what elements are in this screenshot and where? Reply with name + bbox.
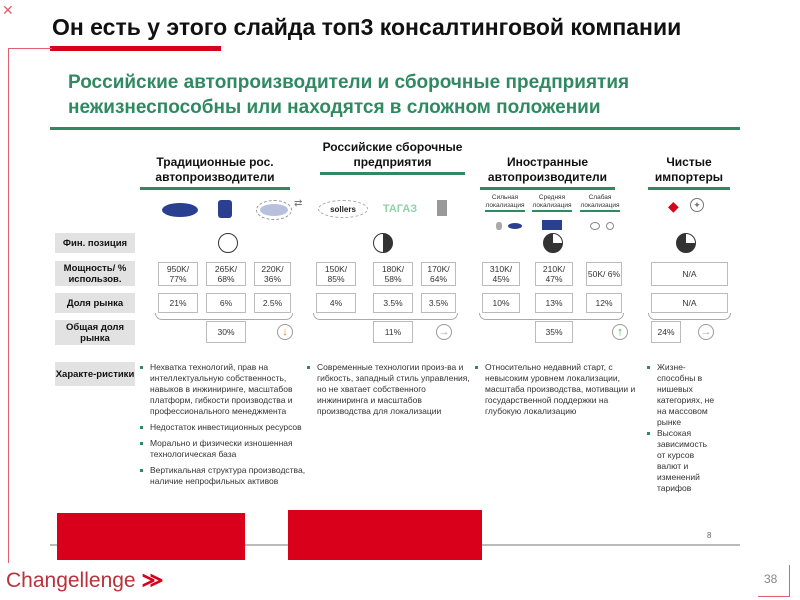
column-header: Иностранные автопроизводители (480, 155, 615, 190)
harvey-ball-half (373, 233, 393, 253)
column-header: Традиционные рос. автопроизводители (140, 155, 290, 190)
capacity-cell: 180K/ 58% (373, 262, 413, 286)
row-label: Фин. позиция (55, 233, 135, 253)
frame-line (758, 596, 790, 597)
capacity-cell: 170K/ 64% (421, 262, 456, 286)
ford-logo (508, 223, 522, 229)
lada-logo (162, 203, 198, 217)
brand-name: Changellenge (6, 569, 136, 592)
tagaz-logo: ТАГАЗ (382, 203, 418, 215)
toyota-logo (590, 222, 600, 230)
list-item: Морально и физически изношенная технологическая база (138, 438, 310, 460)
renault-logo (496, 222, 502, 230)
exchange-arrows-icon: ⇄ (294, 198, 303, 209)
column-header: Российские сборочные предприятия (320, 140, 465, 175)
brace (648, 313, 731, 320)
arrow-right-icon: → (698, 324, 714, 340)
share-cell: 13% (535, 293, 573, 313)
list-item: Высокая зависимость от курсов валют и изменений тарифов (645, 428, 717, 494)
brace (155, 313, 293, 320)
list-item: Недостаток инвестиционных ресурсов (138, 422, 310, 433)
capacity-cell: 265K/ 68% (206, 262, 246, 286)
subheader: Средняя локализация (532, 194, 572, 212)
row-label: Мощность/ % использов. (55, 261, 135, 286)
capacity-cell: 950K/ 77% (158, 262, 198, 286)
mitsubishi-logo: ◆ (668, 198, 679, 214)
capacity-cell: 150K/ 85% (316, 262, 356, 286)
divider (50, 127, 740, 130)
arrow-right-icon: → (436, 324, 452, 340)
subheader: Слабая локализация (580, 194, 620, 212)
gaz-logo (218, 200, 232, 218)
share-cell: 21% (158, 293, 198, 313)
capacity-cell: 220K/ 36% (254, 262, 291, 286)
list-item: Вертикальная структура производства, наличие непрофильных активов (138, 465, 310, 487)
capacity-cell: N/A (651, 262, 728, 286)
redaction-box (288, 510, 482, 560)
heading-line: нежизнеспособны или находятся в сложном положении (68, 97, 601, 118)
share-cell: 6% (206, 293, 246, 313)
frame-line (8, 48, 52, 49)
harvey-ball-three-quarter (676, 233, 696, 253)
total-share-cell: 35% (535, 321, 573, 343)
capacity-cell: 50K/ 6% (586, 262, 622, 286)
slide-title: Он есть у этого слайда топ3 консалтинговой компании (52, 14, 682, 40)
inner-page-number: 8 (707, 531, 712, 540)
share-cell: 10% (482, 293, 520, 313)
total-share-cell: 24% (651, 321, 681, 343)
arrow-down-icon: ↓ (277, 324, 293, 340)
share-cell: 12% (586, 293, 622, 313)
arrow-up-icon: ↑ (612, 324, 628, 340)
plant-logo (437, 200, 447, 216)
mercedes-logo: ✦ (690, 198, 704, 212)
brace (313, 313, 458, 320)
characteristics-list (473, 362, 638, 422)
list-item: Относительно недавний старт, с невысоким уровнем локализации, масштаба производства, мотивации и государственной поддержки на глубокую локализацию (473, 362, 638, 417)
redaction-box (57, 513, 245, 560)
slide-heading (68, 70, 629, 120)
close-icon: ✕ (2, 2, 14, 18)
subheader: Сильная локализация (485, 194, 525, 212)
frame-line (789, 565, 790, 597)
capacity-cell: 310K/ 45% (482, 262, 520, 286)
total-share-cell: 30% (206, 321, 246, 343)
list-item: Жизне-способны в нишевых категориях, не на массовом рынке (645, 362, 717, 428)
sollers-logo: sollers (318, 200, 368, 218)
title-underline (50, 46, 221, 51)
list-item: Современные технологии произ-ва и гибкость, западный стиль управления, но не хватает собственного инжиниринга и масштабов производства для локализации (305, 362, 470, 417)
nissan-logo (606, 222, 614, 230)
share-cell: 2.5% (254, 293, 291, 313)
list-item: Нехватка технологий, прав на интеллектуальную собственность, навыков в инжиниринге, масштабов платформ, гибкости производства и профессионального менеджмента (138, 362, 310, 417)
brand-logos (542, 220, 562, 230)
share-cell: 3.5% (421, 293, 456, 313)
brace (479, 313, 624, 320)
frame-line (8, 48, 9, 563)
row-label: Общая доля рынка (55, 320, 135, 345)
share-cell: 3.5% (373, 293, 413, 313)
row-label: Доля рынка (55, 293, 135, 313)
brand-logo: Changellenge ≫ (6, 569, 164, 592)
page-number: 38 (764, 572, 778, 586)
harvey-ball-empty (218, 233, 238, 253)
column-header: Чистые импортеры (648, 155, 730, 190)
share-cell: N/A (651, 293, 728, 313)
capacity-cell: 210K/ 47% (535, 262, 573, 286)
uaz-logo (260, 204, 288, 216)
share-cell: 4% (316, 293, 356, 313)
characteristics-list (305, 362, 470, 422)
characteristics-list (645, 362, 717, 499)
harvey-ball-three-quarter (543, 233, 563, 253)
heading-line: Российские автопроизводители и сборочные предприятия (68, 72, 630, 93)
row-label: Характе-ристики (55, 362, 135, 386)
total-share-cell: 11% (373, 321, 413, 343)
characteristics-list (138, 362, 310, 492)
